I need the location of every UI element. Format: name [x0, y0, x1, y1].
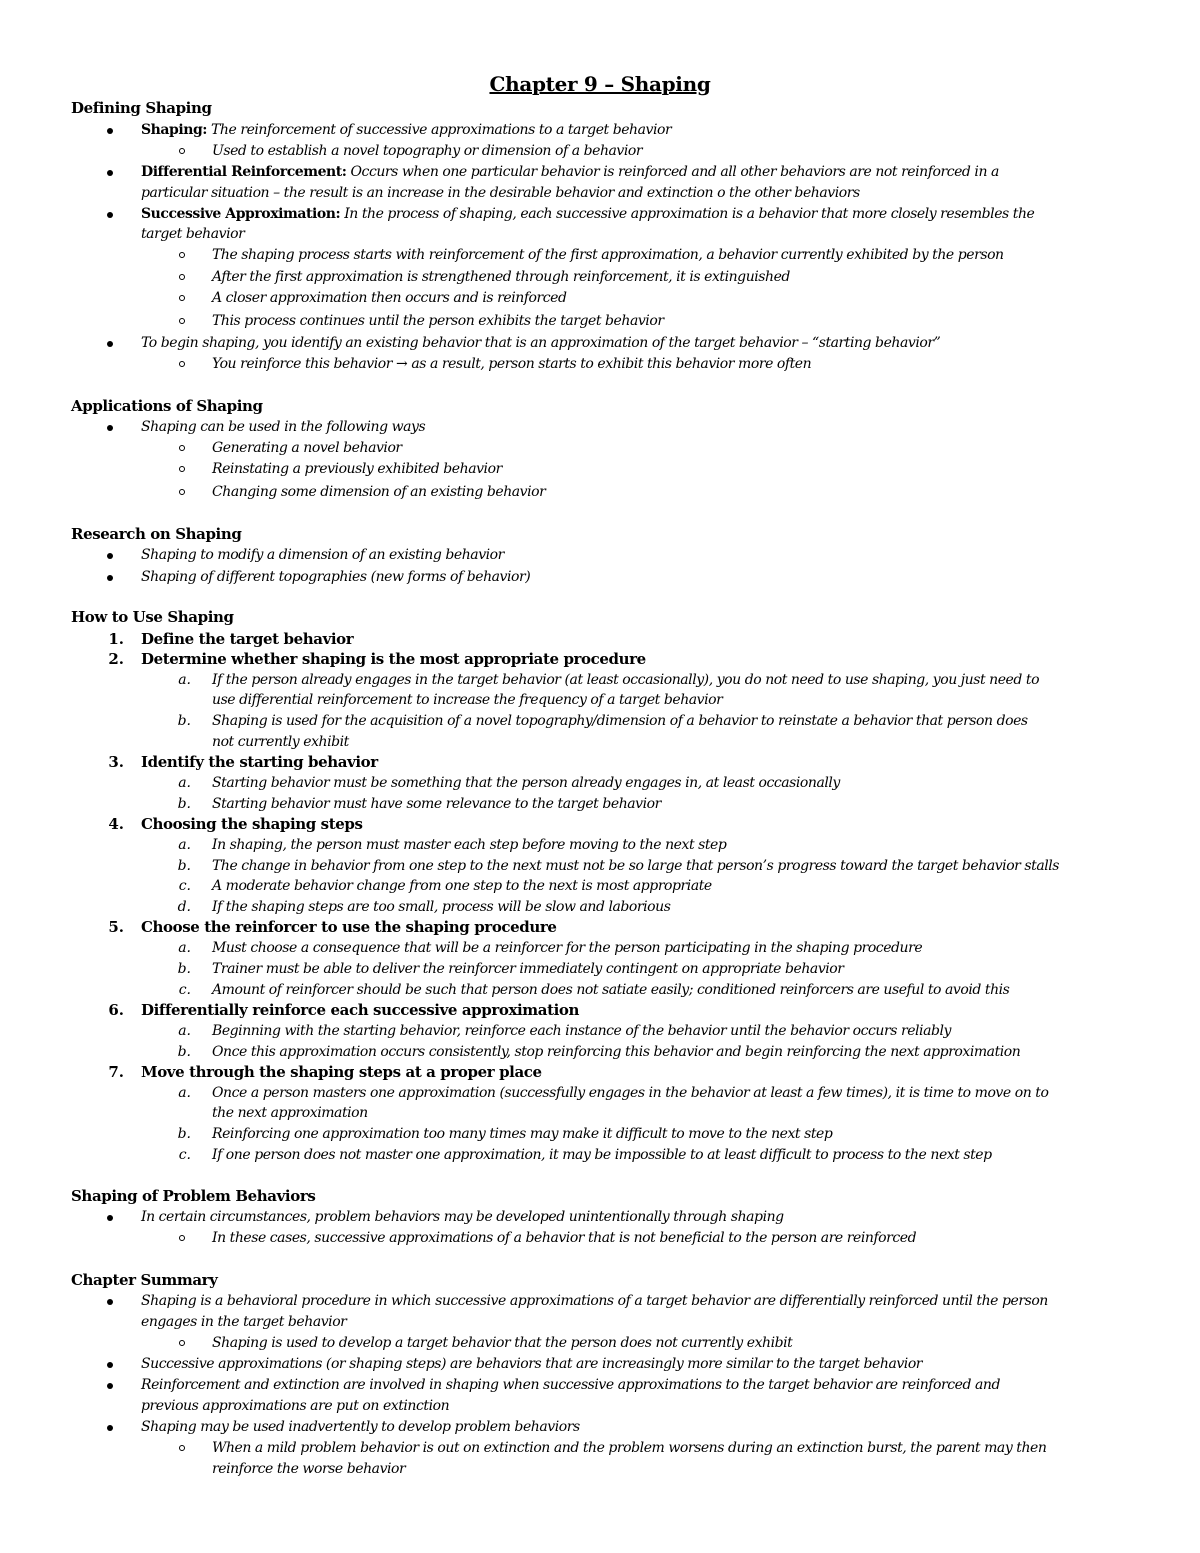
list-item: Shaping can be used in the following ways [141, 419, 426, 435]
list-item: Used to establish a novel topography or dimension of a behavior [212, 143, 643, 159]
sub-letter: b. [177, 858, 191, 874]
list-item: This process continues until the person exhibits the target behavior [212, 313, 664, 329]
list-item: Reinstating a previously exhibited behavior [212, 461, 502, 477]
list-item-continuation: reinforce the worse behavior [212, 1461, 406, 1477]
sub-bullet-icon [179, 274, 185, 280]
list-item: A moderate behavior change from one step to the next is most appropriate [212, 878, 712, 894]
sub-letter: a. [178, 1023, 191, 1039]
list-item: Amount of reinforcer should be such that person does not satiate easily; conditioned reinforcers are useful to avoid this [212, 982, 1010, 998]
list-item: Once a person masters one approximation (successfully engages in the behavior at least a few times), it is time to move on to [212, 1085, 1049, 1101]
sub-letter: b. [177, 1126, 191, 1142]
step-number: 4. [108, 815, 124, 833]
section-heading-research: Research on Shaping [71, 525, 242, 543]
list-item: If one person does not master one approximation, it may be impossible to at least difficult to process to the next step [212, 1147, 992, 1163]
bullet-icon [107, 575, 113, 581]
bullet-icon [107, 212, 113, 218]
sub-bullet-icon [179, 489, 185, 495]
sub-letter: a. [178, 775, 191, 791]
list-item: In shaping, the person must master each step before moving to the next step [212, 837, 727, 853]
list-item-continuation: particular situation – the result is an increase in the desirable behavior and extinction o the other behaviors [141, 185, 860, 201]
list-item: Shaping may be used inadvertently to develop problem behaviors [141, 1419, 580, 1435]
sub-bullet-icon [179, 466, 185, 472]
list-item-continuation: engages in the target behavior [141, 1314, 347, 1330]
list-item: Once this approximation occurs consistently, stop reinforcing this behavior and begin reinforcing the next approximation [212, 1044, 1021, 1060]
list-item-continuation: the next approximation [212, 1105, 368, 1121]
sub-letter: b. [177, 961, 191, 977]
step-title: Move through the shaping steps at a proper place [141, 1063, 542, 1081]
list-item-text: The reinforcement of successive approximations to a target behavior [211, 122, 672, 138]
step-title: Choosing the shaping steps [141, 815, 363, 833]
list-item: In certain circumstances, problem behaviors may be developed unintentionally through shaping [141, 1209, 784, 1225]
list-item: If the shaping steps are too small, process will be slow and laborious [212, 899, 671, 915]
bullet-icon [107, 1362, 113, 1368]
list-item: Shaping is a behavioral procedure in which successive approximations of a target behavior are differentially reinforced until the person [141, 1293, 1048, 1309]
list-item: The change in behavior from one step to the next must not be so large that person’s progress toward the target behavior stalls [212, 858, 1060, 874]
section-heading-defining: Defining Shaping [71, 99, 212, 117]
section-heading-summary: Chapter Summary [71, 1271, 218, 1289]
term-label: Successive Approximation: [141, 206, 341, 222]
list-item-continuation: use differential reinforcement to increase the frequency of a target behavior [212, 692, 723, 708]
page-title: Chapter 9 – Shaping [489, 72, 711, 96]
list-item: In these cases, successive approximations of a behavior that is not beneficial to the person are reinforced [212, 1230, 917, 1246]
list-item-text: as a result, person starts to exhibit this behavior more often [411, 356, 812, 372]
list-item-text: You reinforce this behavior [212, 356, 392, 372]
list-item: Shaping is used to develop a target behavior that the person does not currently exhibit [212, 1335, 793, 1351]
section-heading-applications: Applications of Shaping [71, 397, 263, 415]
bullet-icon [107, 1215, 113, 1221]
list-item: Trainer must be able to deliver the reinforcer immediately contingent on appropriate behavior [212, 961, 844, 977]
list-item: Shaping of different topographies (new forms of behavior) [141, 569, 531, 585]
bullet-icon [107, 553, 113, 559]
sub-letter: d. [177, 899, 191, 915]
list-item: Beginning with the starting behavior, reinforce each instance of the behavior until the behavior occurs reliably [212, 1023, 951, 1039]
list-item-continuation: target behavior [141, 226, 245, 242]
step-number: 5. [108, 918, 124, 936]
step-number: 1. [108, 630, 124, 648]
list-item-continuation: previous approximations are put on extinction [141, 1398, 450, 1414]
list-item: Successive approximations (or shaping steps) are behaviors that are increasingly more similar to the target behavior [141, 1356, 923, 1372]
sub-bullet-icon [179, 1445, 185, 1451]
step-title: Define the target behavior [141, 630, 354, 648]
list-item: Changing some dimension of an existing behavior [212, 484, 546, 500]
step-number: 7. [108, 1063, 124, 1081]
sub-bullet-icon [179, 445, 185, 451]
sub-bullet-icon [179, 148, 185, 154]
bullet-icon [107, 1383, 113, 1389]
term-label: Shaping: [141, 122, 208, 138]
list-item: Shaping is used for the acquisition of a novel topography/dimension of a behavior to reinstate a behavior that person does [212, 713, 1028, 729]
sub-letter: a. [178, 940, 191, 956]
sub-bullet-icon [179, 318, 185, 324]
bullet-icon [107, 1425, 113, 1431]
step-number: 3. [108, 753, 124, 771]
list-item: Shaping to modify a dimension of an existing behavior [141, 547, 504, 563]
term-label: Differential Reinforcement: [141, 164, 347, 180]
list-item: Reinforcement and extinction are involved in shaping when successive approximations to the target behavior are reinforced and [141, 1377, 1000, 1393]
list-item [141, 120, 671, 140]
sub-letter: c. [178, 982, 191, 998]
step-title: Determine whether shaping is the most appropriate procedure [141, 650, 646, 668]
section-heading-howto: How to Use Shaping [71, 608, 234, 626]
step-title: Choose the reinforcer to use the shaping procedure [141, 918, 557, 936]
sub-letter: a. [178, 672, 191, 688]
bullet-icon [107, 170, 113, 176]
sub-letter: b. [177, 1044, 191, 1060]
step-title: Identify the starting behavior [141, 753, 378, 771]
step-number: 2. [108, 650, 124, 668]
sub-letter: b. [177, 796, 191, 812]
sub-letter: c. [178, 878, 191, 894]
list-item-text: Occurs when one particular behavior is reinforced and all other behaviors are not reinforced in a [350, 164, 999, 180]
list-item [212, 354, 811, 374]
list-item: Generating a novel behavior [212, 440, 402, 456]
sub-bullet-icon [179, 361, 185, 367]
sub-bullet-icon [179, 1340, 185, 1346]
bullet-icon [107, 128, 113, 134]
list-item: A closer approximation then occurs and is reinforced [212, 290, 567, 306]
list-item: After the first approximation is strengthened through reinforcement, it is extinguished [212, 269, 790, 285]
list-item-text: In the process of shaping, each successive approximation is a behavior that more closely resembles the [344, 206, 1035, 222]
list-item: Starting behavior must have some relevance to the target behavior [212, 796, 661, 812]
list-item [141, 162, 999, 182]
sub-bullet-icon [179, 252, 185, 258]
bullet-icon [107, 341, 113, 347]
sub-letter: a. [178, 1085, 191, 1101]
list-item: The shaping process starts with reinforcement of the first approximation, a behavior currently exhibited by the person [212, 247, 1004, 263]
step-number: 6. [108, 1001, 124, 1019]
list-item: Reinforcing one approximation too many times may make it difficult to move to the next step [212, 1126, 833, 1142]
list-item: Starting behavior must be something that the person already engages in, at least occasionally [212, 775, 840, 791]
sub-letter: b. [177, 713, 191, 729]
right-arrow-icon: → [396, 356, 408, 372]
sub-letter: c. [178, 1147, 191, 1163]
list-item: Must choose a consequence that will be a reinforcer for the person participating in the shaping procedure [212, 940, 923, 956]
step-title: Differentially reinforce each successive approximation [141, 1001, 580, 1019]
bullet-icon [107, 425, 113, 431]
list-item-continuation: not currently exhibit [212, 734, 349, 750]
bullet-icon [107, 1299, 113, 1305]
list-item: To begin shaping, you identify an existing behavior that is an approximation of the target behavior – “starting behavior” [141, 335, 941, 351]
sub-bullet-icon [179, 295, 185, 301]
list-item: When a mild problem behavior is out on extinction and the problem worsens during an extinction burst, the parent may then [212, 1440, 1047, 1456]
sub-letter: a. [178, 837, 191, 853]
section-heading-problem: Shaping of Problem Behaviors [71, 1187, 316, 1205]
sub-bullet-icon [179, 1235, 185, 1241]
list-item [141, 204, 1034, 224]
list-item: If the person already engages in the target behavior (at least occasionally), you do not need to use shaping, you just need to [212, 672, 1040, 688]
